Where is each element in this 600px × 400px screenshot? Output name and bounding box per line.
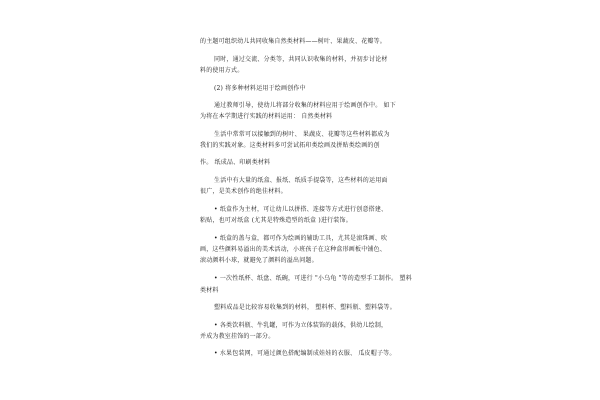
text-line: 料的使用方式。 — [200, 67, 244, 74]
text-line: 很广，是美术创作的绝佳材料。 — [200, 188, 287, 195]
text-line: 塑料成品是比较容易收集到的材料， 塑料杯、塑料瓶、塑料袋等。 — [214, 304, 396, 311]
text-line: 的主题可组织幼儿共同收集自然类材料——树叶、果蔬皮、花瓣等。 — [200, 38, 387, 45]
text-line: 生活中有大量的纸盒、报纸、纸质手提袋等，这些材料的运用面 — [214, 177, 388, 184]
text-line: 生活中常常可以接触到的树叶、 果蔬皮、花瓣等这些材料都成为 — [214, 131, 390, 138]
bullet-item: • 各类饮料瓶、牛乳罐，可作为立体装饰的载体，供幼儿绘制， — [214, 322, 388, 329]
bullet-item: • 水果包装网，可通过颜色搭配编制成娃娃的衣服、 瓜皮帽子等。 — [214, 350, 396, 357]
text-line: 我们的实践对象。这类材料多可尝试拓印类绘画及拼贴类绘画的创 — [200, 142, 380, 149]
text-line: 为将在本学期进行实践的材料运用： 自然类材料 — [200, 113, 333, 120]
text-line: 作。 纸成品、印刷类材料 — [200, 159, 271, 166]
bullet-item: • 一次性纸杯、纸盘、纸碗，可进行 "小乌龟 "等的造型手工制作。 塑料 — [214, 275, 412, 282]
text-line: 同时，通过交流、分类等，共同认识收集的材料，并初步讨论材 — [214, 56, 388, 63]
section-heading: (2) 将多种材料运用于绘画创作中 — [214, 85, 306, 92]
text-line: 并成为教室挂饰的一部分。 — [200, 333, 275, 340]
text-line: 粘贴，也可对纸盒 (尤其是特殊造型的纸盒 )进行装饰。 — [200, 217, 352, 224]
bullet-item: • 纸盒的盖与盒，都可作为绘画的辅助工具，尤其是滚珠画、吹 — [214, 235, 388, 242]
bullet-item: • 纸盒作为主材，可让幼儿以拼搭、连接等方式进行创意搭建、 — [214, 206, 388, 213]
text-line: 画，这些颜料易溢出的美术活动，小班孩子在这种盒形画板中铺色、 — [200, 246, 387, 253]
text-line: 类材料 — [200, 287, 219, 294]
text-line: 通过教师引导，使幼儿将部分收集的材料应用于绘画创作中。 如下 — [214, 102, 396, 109]
text-line: 滚动颜料小球，就避免了颜料的溢出问题。 — [200, 257, 318, 264]
